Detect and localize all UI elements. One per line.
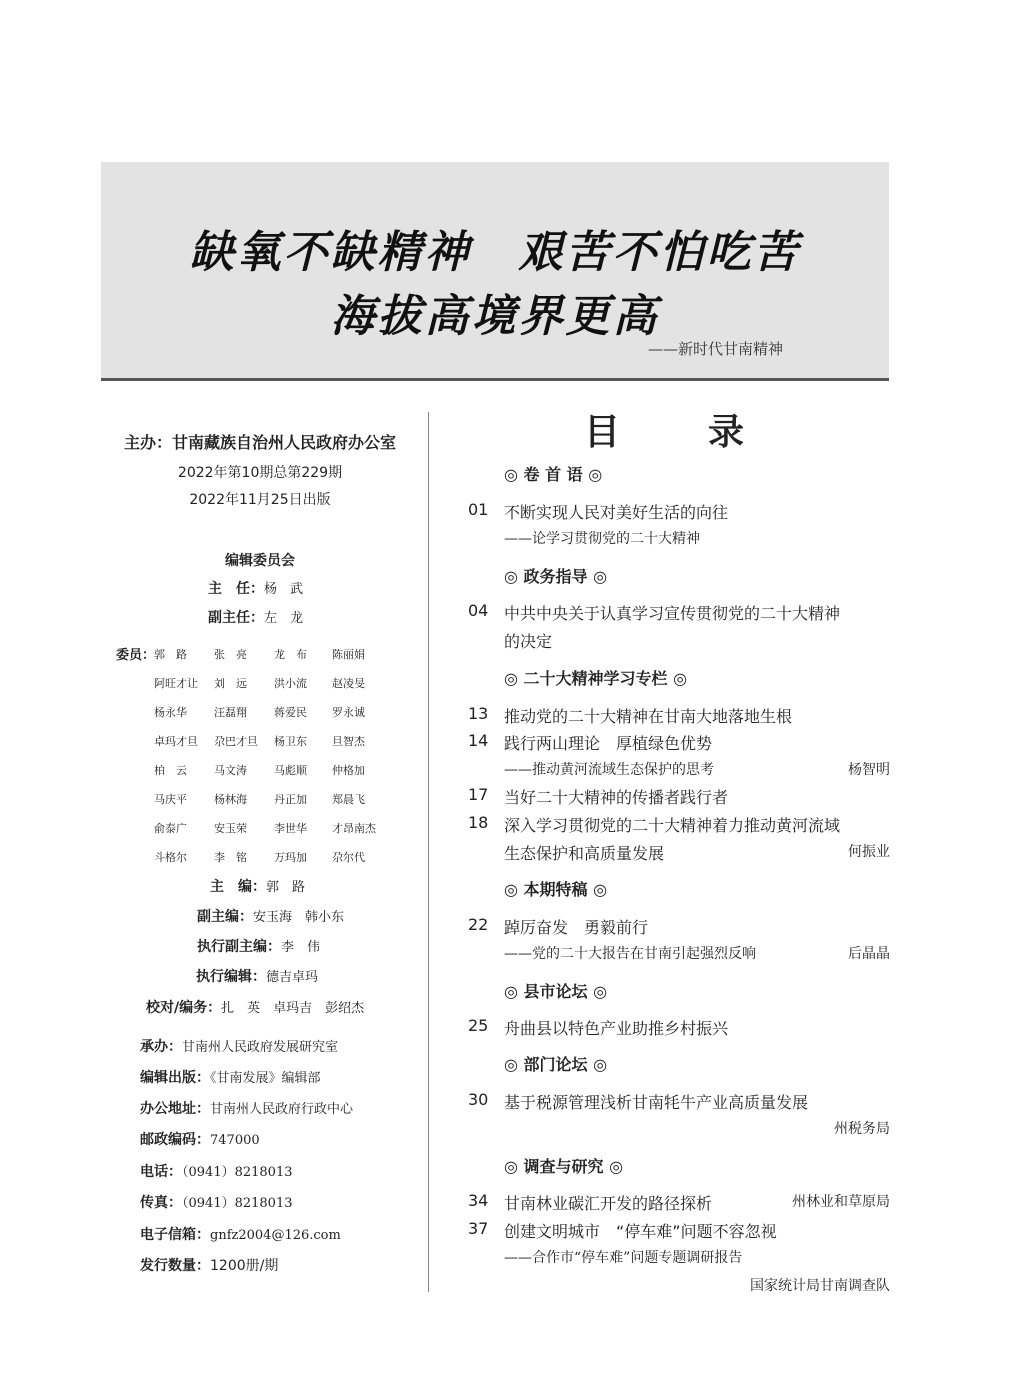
toc-section: ◎ 政务指导 ◎ [504, 567, 608, 586]
member: 卓玛才旦 [154, 735, 198, 748]
address-value: 甘南州人民政府行政中心 [210, 1102, 354, 1117]
toc-entry-title: 践行两山理论 厚植绿色优势 [504, 734, 713, 753]
toc-entry-title: 基于税源管理浅析甘南牦牛产业高质量发展 [504, 1093, 809, 1112]
issue-number: 2022年第10期总第229期 [177, 465, 343, 481]
member: 旦智杰 [332, 735, 365, 748]
member: 刘 远 [214, 677, 247, 690]
deputy-editor-label: 副主编： [197, 909, 253, 925]
member: 仲格加 [332, 764, 365, 777]
toc-page: 04 [468, 601, 489, 620]
phone-label: 电话： [140, 1164, 182, 1180]
toc-entry-author: 国家统计局甘南调查队 [750, 1278, 890, 1294]
undertaker-label: 承办： [140, 1039, 182, 1055]
exec-deputy-editor-row [197, 936, 320, 956]
member: 柏 云 [154, 764, 187, 777]
toc-entry-author: 杨智明 [848, 762, 890, 778]
fax-row [140, 1192, 292, 1212]
toc-entry-title: 甘南林业碳汇开发的路径探析 [504, 1194, 713, 1213]
member: 马文涛 [214, 764, 247, 777]
toc-entry-author: 何振业 [848, 844, 890, 860]
publisher-label: 编辑出版： [140, 1070, 210, 1086]
member: 马庆平 [154, 793, 187, 806]
publisher-value: 《甘南发展》编辑部 [210, 1071, 321, 1086]
toc-entry-title: 当好二十大精神的传播者践行者 [504, 788, 729, 807]
toc-section: ◎ 二十大精神学习专栏 ◎ [504, 669, 688, 688]
toc-entry-title: 创建文明城市 “停车难”问题不容忽视 [504, 1222, 777, 1241]
postcode-label: 邮政编码： [140, 1132, 210, 1148]
phone-row [140, 1161, 292, 1181]
email-label: 电子信箱： [140, 1227, 210, 1243]
toc-section: ◎ 卷 首 语 ◎ [504, 465, 603, 484]
member: 马彪顺 [274, 764, 307, 777]
fax-label: 传真： [140, 1195, 182, 1211]
member: 郑晨飞 [332, 793, 365, 806]
toc-entry-title-cont: 的决定 [504, 632, 553, 651]
undertaker-row [140, 1036, 338, 1056]
slogan-source: ——新时代甘南精神 [647, 340, 783, 358]
members-label: 委员： [116, 648, 156, 663]
member: 李世华 [274, 822, 307, 835]
toc-page: 34 [468, 1191, 489, 1210]
director-row [208, 578, 303, 598]
circulation-label: 发行数量： [140, 1258, 210, 1274]
toc-entry-subtitle: ——推动黄河流域生态保护的思考 [504, 762, 714, 778]
toc-entry-subtitle: ——论学习贯彻党的二十大精神 [504, 531, 700, 547]
member: 俞泰广 [154, 822, 187, 835]
address-row [140, 1098, 353, 1118]
member: 张 亮 [214, 648, 247, 661]
slogan-banner [101, 162, 889, 381]
toc-title: 目 录 [583, 411, 770, 453]
exec-editor-label: 执行编辑： [196, 969, 266, 985]
toc-entry-title: 舟曲县以特色产业助推乡村振兴 [504, 1019, 729, 1038]
member: 丹正加 [274, 793, 307, 806]
toc-entry-title: 踔厉奋发 勇毅前行 [504, 918, 649, 937]
toc-entry-title-cont: 生态保护和高质量发展 [504, 844, 665, 863]
deputy-editor-names: 安玉海 韩小东 [253, 910, 345, 925]
fax-value: （0941）8218013 [182, 1196, 293, 1211]
postcode-row [140, 1129, 260, 1149]
member: 杨永华 [154, 706, 187, 719]
publisher-row [140, 1067, 321, 1087]
slogan-line-2: 海拔高境界更高 [330, 291, 660, 342]
toc-entry-author: 后晶晶 [848, 946, 890, 962]
member: 李 铭 [214, 851, 247, 864]
slogan-line-1: 缺氧不缺精神 艰苦不怕吃苦 [189, 227, 801, 278]
column-divider [428, 412, 429, 1292]
exec-deputy-editor-label: 执行副主编： [197, 939, 281, 955]
deputy-editor-row [197, 906, 344, 926]
member: 斗格尔 [154, 851, 187, 864]
toc-section: ◎ 本期特稿 ◎ [504, 880, 608, 899]
circulation-value: 1200册/期 [210, 1258, 279, 1274]
member: 万玛加 [274, 851, 307, 864]
member: 龙 布 [274, 648, 307, 661]
proofreading-label: 校对/编务： [146, 1000, 222, 1016]
member: 安玉荣 [214, 822, 247, 835]
toc-entry-subtitle: ——合作市“停车难”问题专题调研报告 [504, 1250, 743, 1266]
member: 尕巴才旦 [214, 735, 258, 748]
phone-value: （0941）8218013 [182, 1165, 293, 1180]
toc-page: 17 [468, 785, 489, 804]
member: 阿旺才让 [154, 677, 198, 690]
committee-title: 编辑委员会 [225, 553, 295, 569]
member: 陈丽娟 [332, 648, 365, 661]
exec-editor-row [196, 966, 318, 986]
toc-entry-title: 中共中央关于认真学习宣传贯彻党的二十大精神 [504, 604, 841, 623]
address-label: 办公地址： [140, 1101, 210, 1117]
toc-page: 13 [468, 704, 489, 723]
deputy-director-label: 副主任： [208, 610, 264, 626]
toc-section: ◎ 部门论坛 ◎ [504, 1055, 608, 1074]
member: 杨卫东 [274, 735, 307, 748]
deputy-director-row [208, 607, 303, 627]
member: 洪小流 [274, 677, 307, 690]
chief-editor-label: 主 编： [210, 879, 266, 895]
toc-entry-title: 推动党的二十大精神在甘南大地落地生根 [504, 707, 793, 726]
director-name: 杨 武 [264, 582, 304, 597]
member: 汪磊翔 [214, 706, 247, 719]
exec-deputy-editor-name: 李 伟 [281, 940, 321, 955]
postcode-value: 747000 [210, 1133, 260, 1148]
toc-entry-subtitle: ——党的二十大报告在甘南引起强烈反响 [504, 946, 756, 962]
exec-editor-name: 德吉卓玛 [266, 970, 319, 985]
email-row [140, 1224, 341, 1244]
toc-page: 14 [468, 731, 489, 750]
member: 蒋爱民 [274, 706, 307, 719]
toc-page: 37 [468, 1219, 489, 1238]
toc-entry-title: 深入学习贯彻党的二十大精神着力推动黄河流域 [504, 816, 841, 835]
toc-entry-title: 不断实现人民对美好生活的向往 [504, 503, 729, 522]
proofreading-row [146, 997, 364, 1017]
toc-page: 25 [468, 1016, 489, 1035]
member: 杨林海 [214, 793, 247, 806]
chief-editor-name: 郭 路 [266, 880, 306, 895]
toc-entry-author: 州税务局 [834, 1121, 890, 1137]
member: 才昂南杰 [332, 822, 376, 835]
undertaker-value: 甘南州人民政府发展研究室 [182, 1040, 339, 1055]
director-label: 主 任： [208, 581, 264, 597]
toc-page: 30 [468, 1090, 489, 1109]
member: 罗永诚 [332, 706, 365, 719]
sponsor: 主办：甘南藏族自治州人民政府办公室 [123, 433, 396, 452]
email-value: gnfz2004@126.com [210, 1228, 341, 1243]
toc-entry-author: 州林业和草原局 [792, 1194, 890, 1210]
chief-editor-row [210, 876, 305, 896]
proofreading-names: 扎 英 卓玛吉 彭绍杰 [221, 1001, 365, 1016]
circulation-row [140, 1255, 278, 1275]
toc-section: ◎ 县市论坛 ◎ [504, 982, 608, 1001]
toc-page: 22 [468, 915, 489, 934]
deputy-director-name: 左 龙 [264, 611, 304, 626]
toc-page: 18 [468, 813, 489, 832]
toc-page: 01 [468, 500, 489, 519]
member: 赵凌旻 [332, 677, 365, 690]
toc-section: ◎ 调查与研究 ◎ [504, 1157, 624, 1176]
member: 尕尔代 [332, 851, 365, 864]
publish-date: 2022年11月25日出版 [189, 492, 331, 508]
member: 郭 路 [154, 648, 187, 661]
